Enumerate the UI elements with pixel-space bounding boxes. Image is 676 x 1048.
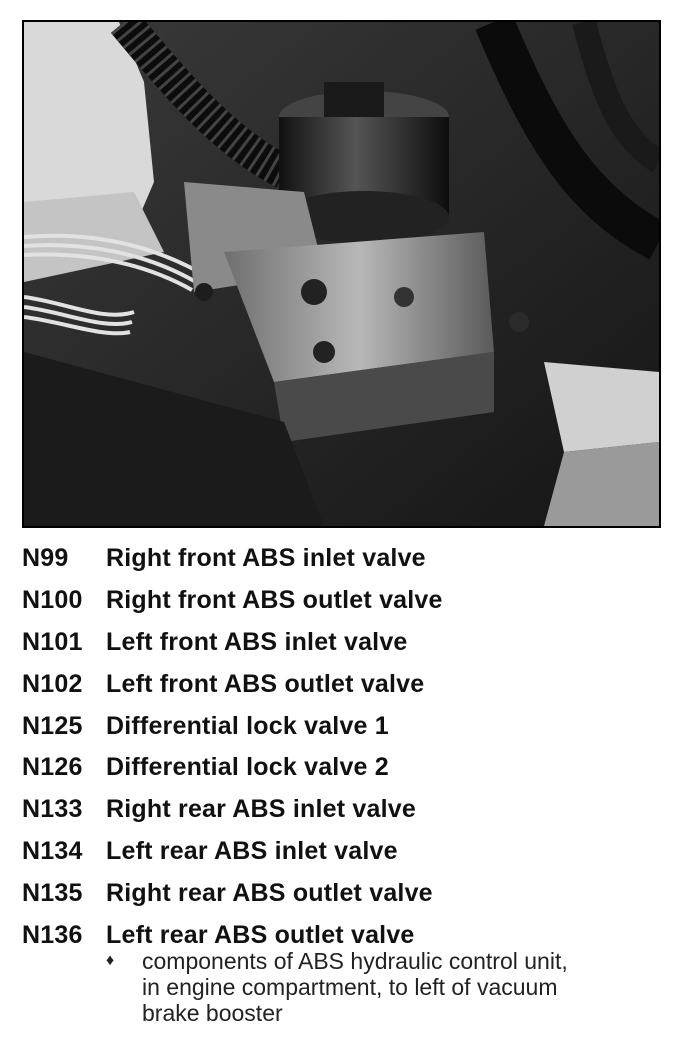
- component-legend: [22, 538, 662, 956]
- component-code: N134: [22, 836, 83, 865]
- component-photo: [22, 20, 661, 528]
- component-code: N101: [22, 627, 83, 656]
- component-code: N133: [22, 795, 83, 824]
- legend-row: [22, 789, 662, 831]
- component-label: Left rear ABS inlet valve: [106, 836, 398, 865]
- diamond-bullet-icon: ♦: [106, 952, 115, 969]
- note-line: components of ABS hydraulic control unit,: [142, 948, 568, 974]
- component-label: Left front ABS outlet valve: [106, 669, 425, 698]
- legend-row: [22, 872, 662, 914]
- component-code: N126: [22, 753, 83, 782]
- legend-row: [22, 705, 662, 747]
- component-code: N102: [22, 669, 83, 698]
- legend-row: [22, 580, 662, 622]
- note-line: brake booster: [142, 1000, 283, 1026]
- component-code: N136: [22, 920, 83, 949]
- component-label: Left front ABS inlet valve: [106, 627, 408, 656]
- location-note: [106, 948, 663, 1026]
- note-line: in engine compartment, to left of vacuum: [142, 974, 558, 1000]
- legend-row: [22, 538, 662, 580]
- component-code: N135: [22, 878, 83, 907]
- component-label: Right rear ABS inlet valve: [106, 795, 416, 824]
- component-code: N99: [22, 544, 69, 573]
- component-label: Differential lock valve 2: [106, 753, 389, 782]
- component-label: Left rear ABS outlet valve: [106, 920, 415, 949]
- component-label: Right front ABS inlet valve: [106, 544, 426, 573]
- component-label: Right front ABS outlet valve: [106, 586, 443, 615]
- component-label: Right rear ABS outlet valve: [106, 878, 433, 907]
- component-code: N100: [22, 586, 83, 615]
- legend-row: [22, 622, 662, 664]
- legend-row: [22, 747, 662, 789]
- component-label: Differential lock valve 1: [106, 711, 389, 740]
- legend-row: [22, 663, 662, 705]
- legend-row: [22, 831, 662, 873]
- component-code: N125: [22, 711, 83, 740]
- abs-unit-photo-illustration: [24, 22, 659, 526]
